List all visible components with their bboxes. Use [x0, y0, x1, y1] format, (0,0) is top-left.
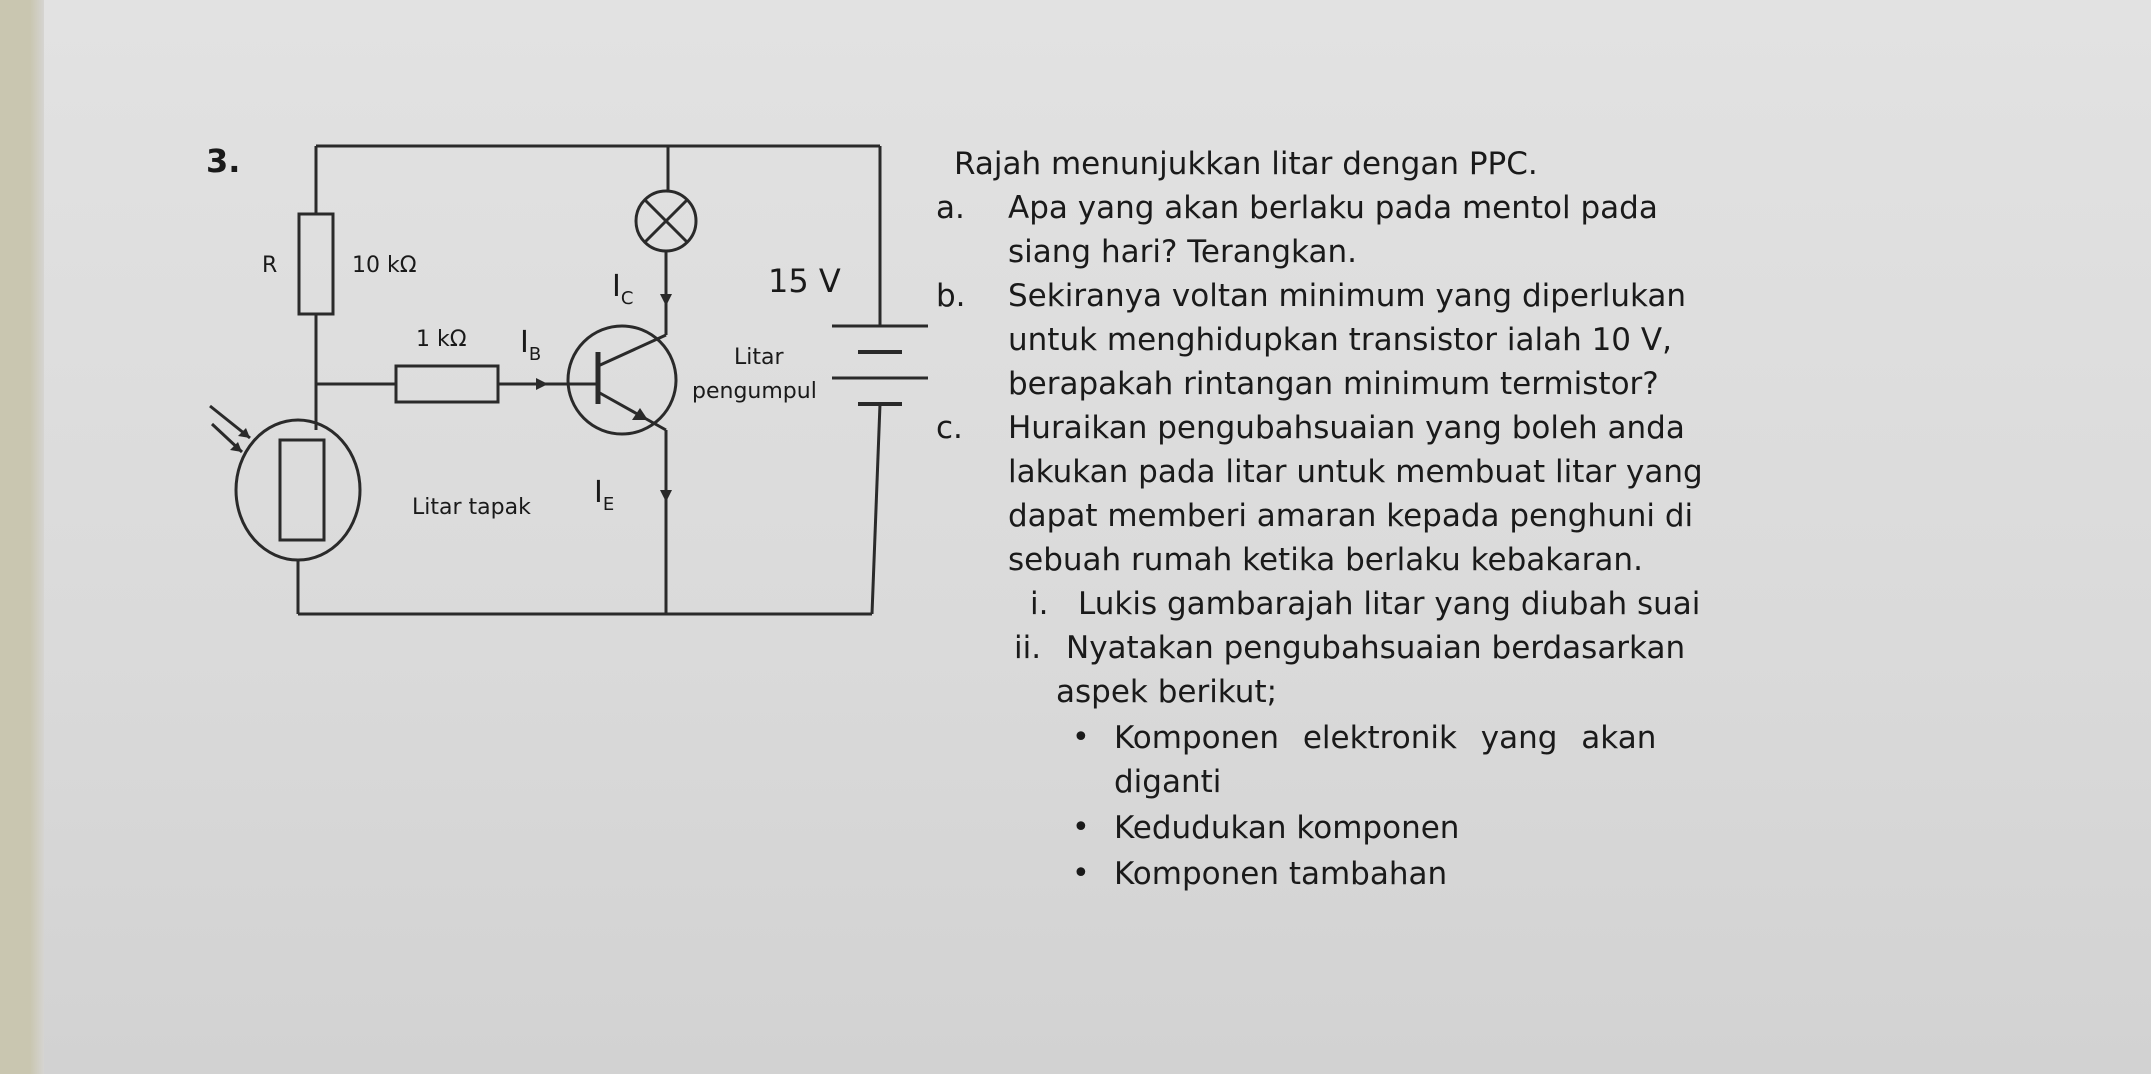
bullet-1-line-2: diganti	[1114, 764, 1222, 800]
question-intro: Rajah menunjukkan litar dengan PPC.	[954, 146, 1538, 182]
bullet-1-line-1: Komponen elektronik yang akan	[1114, 720, 1657, 756]
bullet-icon: •	[1072, 720, 1090, 755]
part-a-line-1: Apa yang akan berlaku pada mentol pada	[1008, 190, 1658, 226]
part-b-line-2: untuk menghidupkan transistor ialah 10 V,	[1008, 322, 1672, 358]
resistor-r-value: 10 kΩ	[352, 253, 417, 278]
part-a-marker: a.	[936, 190, 965, 226]
subpart-ii-line-2: aspek berikut;	[1056, 674, 1278, 710]
current-collector-label: $I_C$	[612, 269, 634, 309]
part-b-line-3: berapakah rintangan minimum termistor?	[1008, 366, 1659, 402]
part-c-line-1: Huraikan pengubahsuaian yang boleh anda	[1008, 410, 1685, 446]
bullet-3-line-1: Komponen tambahan	[1114, 856, 1448, 892]
current-arrow-icon	[536, 378, 548, 390]
circuit-diagram	[0, 0, 960, 680]
part-c-line-4: sebuah rumah ketika berlaku kebakaran.	[1008, 542, 1643, 578]
wire-right-bottom	[872, 404, 880, 614]
question-number: 3.	[206, 142, 241, 180]
current-emitter-label: $I_E$	[594, 475, 615, 515]
base-resistor-value: 1 kΩ	[416, 327, 467, 352]
base-resistor-icon	[396, 366, 498, 402]
current-base-label: $I_B$	[520, 325, 542, 365]
resistor-r-label: R	[262, 253, 278, 278]
current-arrow-icon	[660, 294, 672, 306]
subpart-i-marker: i.	[1030, 586, 1049, 622]
bullet-2-line-1: Kedudukan komponen	[1114, 810, 1460, 846]
current-arrow-icon	[660, 490, 672, 502]
part-c-line-3: dapat memberi amaran kepada penghuni di	[1008, 498, 1694, 534]
part-b-line-1: Sekiranya voltan minimum yang diperlukan	[1008, 278, 1687, 314]
bullet-icon: •	[1072, 810, 1090, 845]
subpart-ii-line-1: Nyatakan pengubahsuaian berdasarkan	[1066, 630, 1686, 666]
subpart-i-line-1: Lukis gambarajah litar yang diubah suai	[1078, 586, 1701, 622]
bullet-icon: •	[1072, 856, 1090, 891]
ldr-body-icon	[280, 440, 324, 540]
npn-transistor-icon	[568, 326, 676, 434]
part-b-marker: b.	[936, 278, 966, 314]
part-c-marker: c.	[936, 410, 963, 446]
resistor-icon	[299, 214, 333, 314]
base-circuit-label: Litar tapak	[412, 495, 531, 520]
supply-voltage-label: 15 V	[768, 262, 841, 300]
collector-circuit-label-2: pengumpul	[692, 379, 817, 404]
subpart-ii-marker: ii.	[1014, 630, 1042, 666]
part-a-line-2: siang hari? Terangkan.	[1008, 234, 1357, 270]
part-c-line-2: lakukan pada litar untuk membuat litar yang	[1008, 454, 1703, 490]
collector-circuit-label-1: Litar	[734, 345, 784, 370]
